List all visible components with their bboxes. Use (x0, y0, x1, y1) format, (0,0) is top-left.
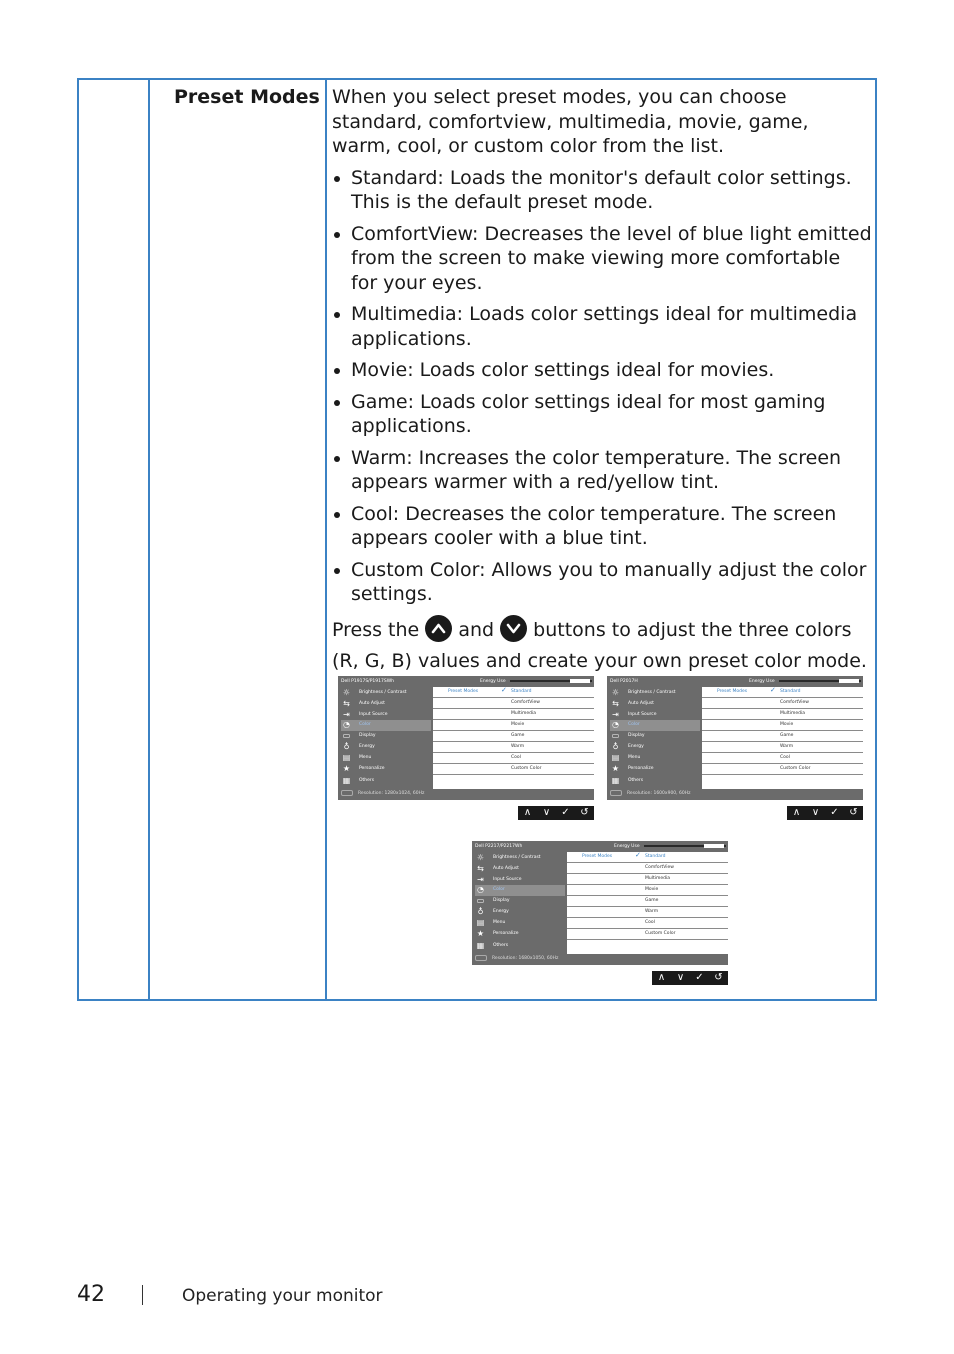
preset-value: Standard (780, 689, 801, 694)
osd-menu-label: Energy (493, 909, 509, 914)
intro-paragraph: When you select preset modes, you can choose standard, comfortview, multimedia, movie, game, warm, cool, or custom color from the list. (332, 86, 809, 157)
osd-menu-label: Personalize (493, 931, 519, 936)
energy-meter (779, 680, 861, 682)
list-item: Custom Color: Allows you to manually adjust the color settings. (332, 558, 872, 607)
display-icon: ▭ (342, 731, 351, 740)
down-icon[interactable]: ∨ (676, 972, 685, 983)
preset-option[interactable] (702, 764, 863, 775)
input-source-icon: ⇥ (343, 710, 350, 719)
color-icon: ◔ (477, 885, 484, 894)
energy-label: Energy Use (480, 679, 506, 684)
preset-modes-label: Preset Modes (448, 689, 479, 694)
bullet-icon (334, 568, 340, 574)
section-heading: Preset Modes (174, 86, 320, 108)
osd-menu-item[interactable] (610, 731, 700, 742)
osd-menu-label: Others (493, 943, 509, 948)
osd-title: Dell P1917S/P1917SWh (341, 679, 395, 684)
preset-value: Movie (511, 722, 525, 727)
list-item: Movie: Loads color settings ideal for movies. (332, 358, 872, 383)
energy-meter (510, 680, 592, 682)
energy-meter-fill (839, 679, 859, 683)
others-icon: ▦ (342, 776, 351, 785)
up-arrow-button-icon (425, 615, 452, 642)
menu-icon: ▤ (611, 753, 620, 762)
preset-option[interactable] (567, 896, 728, 907)
preset-value: Warm (645, 909, 659, 914)
resolution-text: Resolution: 1280x1024, 60Hz (358, 791, 425, 796)
osd-menu-item[interactable] (341, 753, 431, 764)
bullet-icon (334, 512, 340, 518)
osd-menu-item[interactable] (341, 742, 431, 753)
others-icon: ▦ (476, 941, 485, 950)
energy-meter-fill (704, 844, 724, 848)
osd-menu-label: Color (493, 887, 505, 892)
table-divider (148, 80, 150, 999)
down-icon[interactable]: ∨ (811, 807, 820, 818)
osd-menu-label: Input Source (359, 712, 388, 717)
auto-adjust-icon: ⇆ (343, 699, 350, 708)
osd-menu-item[interactable] (610, 742, 700, 753)
preset-option[interactable] (702, 687, 863, 698)
preset-option[interactable] (702, 698, 863, 709)
energy-icon: ♁ (343, 742, 350, 751)
list-item: Standard: Loads the monitor's default color settings. This is the default preset mode. (332, 166, 872, 215)
checkmark-icon: ✓ (635, 851, 641, 859)
preset-option[interactable] (433, 698, 594, 709)
page-number: 42 (77, 1282, 105, 1307)
osd-menu-label: Menu (628, 755, 641, 760)
osd-screenshot (607, 676, 863, 800)
preset-value: Game (511, 733, 525, 738)
preset-modes-label: Preset Modes (717, 689, 748, 694)
preset-value: Custom Color (511, 766, 542, 771)
preset-option[interactable] (433, 753, 594, 764)
others-icon: ▦ (611, 776, 620, 785)
preset-value: Game (780, 733, 794, 738)
preset-option[interactable] (702, 731, 863, 742)
osd-menu-item[interactable] (475, 918, 565, 929)
preset-option[interactable] (567, 852, 728, 863)
preset-value: Standard (645, 854, 666, 859)
osd-menu-label: Energy (359, 744, 375, 749)
osd-menu-label: Others (359, 778, 375, 783)
table-divider (325, 80, 327, 999)
osd-menu-label: Personalize (359, 766, 385, 771)
bullet-icon (334, 456, 340, 462)
display-icon: ▭ (611, 731, 620, 740)
input-source-icon: ⇥ (477, 875, 484, 884)
energy-label: Energy Use (749, 679, 775, 684)
osd-menu-item[interactable] (610, 764, 700, 775)
press-instruction: Press the and buttons to adjust the three colors (R, G, B) values and create your own preset color mode. (332, 615, 872, 677)
osd-menu-item[interactable] (610, 753, 700, 764)
osd-title: Dell P2017H (610, 679, 638, 684)
preset-option[interactable] (702, 720, 863, 731)
osd-menu-item[interactable] (610, 720, 700, 731)
preset-value: Cool (645, 920, 655, 925)
list-item: Warm: Increases the color temperature. The screen appears warmer with a red/yellow tint. (332, 446, 872, 495)
down-arrow-button-icon (500, 615, 527, 642)
osd-menu-label: Input Source (628, 712, 657, 717)
menu-icon: ▤ (476, 918, 485, 927)
resolution-icon (610, 790, 622, 796)
osd-menu-label: Display (493, 898, 510, 903)
osd-menu-label: Input Source (493, 877, 522, 882)
brightness-icon: ☼ (611, 688, 620, 697)
list-item: Multimedia: Loads color settings ideal for multimedia applications. (332, 302, 872, 351)
osd-menu-item[interactable] (341, 731, 431, 742)
osd-menu-item[interactable] (610, 699, 700, 710)
auto-adjust-icon: ⇆ (612, 699, 619, 708)
preset-value: Game (645, 898, 659, 903)
osd-menu-label: Color (359, 722, 371, 727)
energy-meter (644, 845, 726, 847)
osd-menu-label: Display (359, 733, 376, 738)
osd-menu-item[interactable] (610, 776, 700, 787)
osd-submenu-panel (433, 687, 594, 789)
preset-option[interactable] (433, 709, 594, 720)
energy-meter-fill (570, 679, 590, 683)
preset-value: ComfortView (511, 700, 540, 705)
color-icon: ◔ (612, 720, 619, 729)
osd-menu-label: Brightness / Contrast (359, 690, 407, 695)
osd-menu-label: Brightness / Contrast (628, 690, 676, 695)
preset-list (332, 166, 872, 607)
osd-menu-item[interactable] (341, 688, 431, 699)
preset-option[interactable] (702, 709, 863, 720)
display-icon: ▭ (476, 896, 485, 905)
check-icon[interactable]: ✓ (695, 972, 704, 983)
energy-icon: ♁ (612, 742, 619, 751)
checkmark-icon: ✓ (770, 686, 776, 694)
bullet-icon (334, 400, 340, 406)
bullet-icon (334, 176, 340, 182)
bullet-icon (334, 312, 340, 318)
osd-menu-label: Personalize (628, 766, 654, 771)
osd-menu-label: Auto Adjust (493, 866, 519, 871)
osd-menu-item[interactable] (610, 688, 700, 699)
preset-option[interactable] (567, 885, 728, 896)
preset-value: Warm (780, 744, 794, 749)
preset-value: Cool (780, 755, 790, 760)
list-item: ComfortView: Decreases the level of blue light emitted from the screen to make viewing more comfortable for your eyes. (332, 222, 872, 296)
up-icon[interactable]: ∧ (657, 972, 666, 983)
back-icon[interactable]: ↺ (849, 807, 858, 818)
osd-menu-label: Auto Adjust (359, 701, 385, 706)
osd-title: Dell P2217/P2217Wh (475, 844, 523, 849)
preset-value: ComfortView (645, 865, 674, 870)
osd-menu-item[interactable] (475, 896, 565, 907)
preset-option[interactable] (567, 918, 728, 929)
preset-option[interactable] (567, 907, 728, 918)
osd-menu-item[interactable] (341, 764, 431, 775)
input-source-icon: ⇥ (612, 710, 619, 719)
osd-menu-label: Brightness / Contrast (493, 855, 541, 860)
osd-menu-item[interactable] (475, 885, 565, 896)
preset-option[interactable] (567, 874, 728, 885)
checkmark-icon: ✓ (501, 686, 507, 694)
osd-menu-label: Menu (359, 755, 372, 760)
osd-menu-item[interactable] (475, 864, 565, 875)
preset-modes-label: Preset Modes (582, 854, 613, 859)
check-icon[interactable]: ✓ (830, 807, 839, 818)
osd-submenu-panel (702, 687, 863, 789)
back-icon[interactable]: ↺ (714, 972, 723, 983)
list-item: Cool: Decreases the color temperature. The screen appears cooler with a blue tint. (332, 502, 872, 551)
energy-label: Energy Use (614, 844, 640, 849)
osd-menu-label: Menu (493, 920, 506, 925)
osd-button-bar (787, 806, 863, 820)
up-icon[interactable]: ∧ (523, 807, 532, 818)
osd-menu-label: Display (628, 733, 645, 738)
osd-menu-label: Others (628, 778, 644, 783)
preset-value: Cool (511, 755, 521, 760)
preset-option[interactable] (567, 863, 728, 874)
brightness-icon: ☼ (476, 853, 485, 862)
resolution-text: Resolution: 1680x1050, 60Hz (492, 956, 559, 961)
preset-option[interactable] (433, 742, 594, 753)
preset-option[interactable] (433, 731, 594, 742)
osd-menu-item[interactable] (475, 941, 565, 952)
resolution-icon (475, 955, 487, 961)
bullet-icon (334, 368, 340, 374)
osd-button-bar (652, 971, 728, 985)
resolution-icon (341, 790, 353, 796)
list-item: Game: Loads color settings ideal for most gaming applications. (332, 390, 872, 439)
preset-value: ComfortView (780, 700, 809, 705)
preset-value: Custom Color (645, 931, 676, 936)
osd-screenshot (338, 676, 594, 800)
preset-option[interactable] (567, 929, 728, 940)
check-icon[interactable]: ✓ (561, 807, 570, 818)
osd-menu-item[interactable] (475, 853, 565, 864)
personalize-icon: ★ (611, 764, 620, 773)
preset-value: Movie (645, 887, 659, 892)
resolution-text: Resolution: 1600x900, 60Hz (627, 791, 691, 796)
preset-option[interactable] (433, 687, 594, 698)
preset-value: Multimedia (511, 711, 537, 716)
personalize-icon: ★ (342, 764, 351, 773)
preset-value: Warm (511, 744, 525, 749)
osd-menu-item[interactable] (341, 720, 431, 731)
preset-option[interactable] (702, 742, 863, 753)
osd-menu-label: Color (628, 722, 640, 727)
preset-option[interactable] (433, 720, 594, 731)
back-icon[interactable]: ↺ (580, 807, 589, 818)
osd-button-bar (518, 806, 594, 820)
menu-icon: ▤ (342, 753, 351, 762)
preset-value: Multimedia (645, 876, 671, 881)
osd-menu-item[interactable] (475, 907, 565, 918)
osd-submenu-panel (567, 852, 728, 954)
preset-option[interactable] (702, 753, 863, 764)
osd-screenshot (472, 841, 728, 965)
section-content (332, 85, 872, 677)
up-icon[interactable]: ∧ (792, 807, 801, 818)
down-icon[interactable]: ∨ (542, 807, 551, 818)
chapter-title: Operating your monitor (182, 1286, 383, 1306)
osd-menu-item[interactable] (341, 776, 431, 787)
energy-icon: ♁ (477, 907, 484, 916)
brightness-icon: ☼ (342, 688, 351, 697)
personalize-icon: ★ (476, 929, 485, 938)
osd-menu-label: Energy (628, 744, 644, 749)
osd-menu-item[interactable] (475, 929, 565, 940)
footer-separator (142, 1285, 143, 1305)
preset-value: Custom Color (780, 766, 811, 771)
osd-menu-label: Auto Adjust (628, 701, 654, 706)
osd-menu-item[interactable] (341, 699, 431, 710)
preset-value: Movie (780, 722, 794, 727)
preset-value: Multimedia (780, 711, 806, 716)
bullet-icon (334, 232, 340, 238)
auto-adjust-icon: ⇆ (477, 864, 484, 873)
preset-value: Standard (511, 689, 532, 694)
preset-option[interactable] (433, 764, 594, 775)
color-icon: ◔ (343, 720, 350, 729)
